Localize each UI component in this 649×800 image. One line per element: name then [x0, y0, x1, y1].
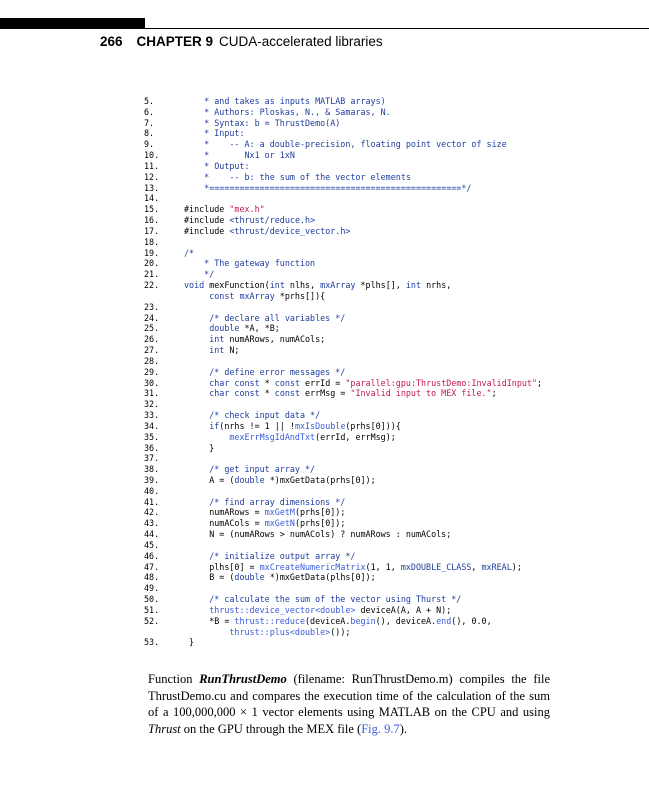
running-header [100, 34, 383, 49]
code-line [144, 161, 542, 172]
line-number: 35. [144, 431, 160, 442]
code-line [144, 627, 542, 638]
code-token: #include [184, 215, 230, 226]
code-listing [144, 96, 542, 648]
body-paragraph [148, 671, 550, 737]
line-number: 9. [144, 139, 155, 150]
code-token: ); [511, 561, 522, 572]
code-line [144, 399, 542, 410]
code-line [144, 215, 542, 226]
code-token: *A, *B; [239, 323, 280, 334]
code-line [144, 616, 542, 627]
line-number: 32. [144, 399, 160, 410]
line-number: 20. [144, 258, 160, 269]
code-token: * Syntax: b = ThrustDemo(A) [184, 117, 341, 128]
code-line [144, 388, 542, 399]
line-number: 41. [144, 496, 160, 507]
code-line [144, 583, 542, 594]
code-token: const [274, 388, 300, 399]
chapter-title: CUDA-accelerated libraries [219, 34, 383, 49]
code-token: * and takes as inputs MATLAB arrays) [184, 96, 386, 106]
code-line [144, 107, 542, 118]
code-line [144, 464, 542, 475]
function-name: RunThrustDemo [199, 672, 287, 686]
code-line [144, 258, 542, 269]
code-token: char const [184, 388, 260, 399]
code-line [144, 150, 542, 161]
code-token: plhs[0] = [184, 561, 260, 572]
code-line [144, 378, 542, 389]
code-token: B = ( [184, 572, 235, 583]
code-token: * [259, 377, 275, 388]
code-token: mxIsDouble [294, 420, 346, 431]
code-token: ; [537, 377, 543, 388]
line-number: 7. [144, 117, 155, 128]
code-token: errMsg = [300, 388, 351, 399]
code-token: mxGetN [264, 518, 295, 529]
code-token: (deviceA. [305, 615, 351, 626]
code-line [144, 302, 542, 313]
line-number: 39. [144, 474, 160, 485]
code-line [144, 96, 542, 107]
code-line [144, 443, 542, 454]
line-number: 52. [144, 615, 160, 626]
line-number: 19. [144, 247, 160, 258]
code-token: mexErrMsgIdAndTxt [184, 431, 316, 442]
line-number: 44. [144, 529, 160, 540]
code-line [144, 497, 542, 508]
line-number: 40. [144, 485, 160, 496]
code-line [144, 475, 542, 486]
line-number: 10. [144, 150, 160, 161]
code-token: } [184, 637, 195, 648]
chapter-label: CHAPTER 9 [136, 34, 214, 49]
line-number: 30. [144, 377, 160, 388]
line-number: 13. [144, 182, 160, 193]
code-line [144, 204, 542, 215]
line-number: 34. [144, 420, 160, 431]
code-token: /* get input array */ [184, 464, 316, 475]
line-number: 31. [144, 388, 160, 399]
code-line [144, 518, 542, 529]
code-token: double [184, 323, 240, 334]
line-number: 16. [144, 215, 160, 226]
code-line [144, 421, 542, 432]
code-token: numARows = [184, 507, 265, 518]
code-token: (1, 1, [365, 561, 401, 572]
code-line [144, 453, 542, 464]
code-token: * Output: [184, 160, 250, 171]
para-text-2: (filename: RunThrustDemo.m) compiles the file ThrustDemo.cu and compares the execution time of the calculation of the sum of a 100,000,000 × 1 vector elements using MATLAB on the CPU and using [148, 672, 551, 719]
code-token: (), 0.0, [451, 615, 492, 626]
code-line [144, 291, 542, 302]
code-line [144, 172, 542, 183]
line-number: 51. [144, 604, 160, 615]
code-token: (prhs[0]); [294, 518, 346, 529]
code-line [144, 637, 542, 648]
code-token: "mex.h" [229, 204, 265, 215]
line-number: 49. [144, 583, 160, 594]
code-line [144, 562, 542, 573]
line-number: 28. [144, 355, 160, 366]
code-line [144, 313, 542, 324]
code-line [144, 226, 542, 237]
code-token: * Authors: Ploskas, N., & Samaras, N. [184, 106, 391, 117]
line-number: 8. [144, 128, 155, 139]
code-token: int [184, 334, 225, 345]
code-token: deviceA(A, A + N); [355, 604, 452, 615]
code-line [144, 269, 542, 280]
code-token: * The gateway function [184, 258, 316, 269]
code-token: numACols = [184, 518, 265, 529]
code-token: char const [184, 377, 260, 388]
code-token: * -- A: a double-precision, floating point vector of size [184, 139, 507, 150]
code-token: #include [184, 225, 230, 236]
code-token: (prhs[0])){ [345, 420, 401, 431]
code-token: numARows, numACols; [224, 334, 326, 345]
para-text-3: on the GPU through the MEX file ( [180, 721, 362, 736]
line-number: 27. [144, 345, 160, 356]
line-number: 53. [144, 637, 160, 648]
code-token: mxGetM [264, 507, 295, 518]
code-line [144, 280, 542, 291]
code-token: "Invalid input to MEX file." [350, 388, 492, 399]
code-token: mxArray [320, 280, 356, 291]
code-token: *B = [184, 615, 235, 626]
header-bar [0, 18, 145, 29]
code-line [144, 139, 542, 150]
code-token: (prhs[0]); [294, 507, 346, 518]
line-number: 24. [144, 312, 160, 323]
code-token: */ [184, 269, 215, 280]
code-token: end [436, 615, 452, 626]
code-token: /* [184, 247, 195, 258]
code-token: *plhs[], [355, 280, 406, 291]
para-text-1: Function [148, 672, 200, 686]
thrust-term: Thrust [148, 721, 181, 736]
line-number: 37. [144, 453, 160, 464]
code-token: if [184, 420, 220, 431]
code-token: ()); [330, 626, 351, 637]
code-token: *==================================================*/ [184, 182, 472, 193]
code-line [144, 237, 542, 248]
code-line [144, 551, 542, 562]
code-token: <thrust/reduce.h> [229, 215, 316, 226]
line-number: 47. [144, 561, 160, 572]
code-line [144, 529, 542, 540]
code-token: /* define error messages */ [184, 366, 346, 377]
line-number: 6. [144, 106, 155, 117]
code-token: * Nx1 or 1xN [184, 150, 295, 161]
code-token: /* calculate the sum of the vector using Thurst */ [184, 594, 462, 605]
code-token: /* initialize output array */ [184, 550, 356, 561]
line-number: 21. [144, 269, 160, 280]
code-line [144, 334, 542, 345]
line-number: 45. [144, 539, 160, 550]
code-token: mxDOUBLE_CLASS [400, 561, 472, 572]
code-token: mxArray [239, 290, 275, 301]
line-number: 5. [144, 96, 155, 106]
code-line [144, 540, 542, 551]
line-number: 17. [144, 225, 160, 236]
code-token: , [471, 561, 482, 572]
code-token: double [234, 474, 265, 485]
code-token: * -- b: the sum of the vector elements [184, 171, 411, 182]
code-line [144, 367, 542, 378]
page-number: 266 [100, 34, 123, 49]
code-line [144, 486, 542, 497]
code-token: } [184, 442, 215, 453]
code-token: /* check input data */ [184, 410, 321, 421]
code-token: (), deviceA. [375, 615, 437, 626]
code-token: errId = [300, 377, 346, 388]
line-number: 46. [144, 550, 160, 561]
code-line [144, 345, 542, 356]
code-line [144, 594, 542, 605]
code-token: thrust::reduce [234, 615, 306, 626]
line-number: 22. [144, 280, 160, 291]
code-line [144, 118, 542, 129]
code-line [144, 605, 542, 616]
code-token: (errId, errMsg); [315, 431, 396, 442]
line-number: 43. [144, 518, 160, 529]
code-token: (nrhs != 1 || ! [219, 420, 295, 431]
line-number: 36. [144, 442, 160, 453]
code-line [144, 507, 542, 518]
line-number: 42. [144, 507, 160, 518]
line-number: 29. [144, 366, 160, 377]
code-line [144, 193, 542, 204]
line-number: 50. [144, 594, 160, 605]
code-token: int [405, 280, 422, 291]
line-number: 48. [144, 572, 160, 583]
code-token: begin [350, 615, 376, 626]
line-number: 38. [144, 464, 160, 475]
code-line [144, 183, 542, 194]
code-token: mxCreateNumericMatrix [259, 561, 366, 572]
line-number: 14. [144, 193, 160, 204]
code-token: const [184, 290, 235, 301]
code-line [144, 323, 542, 334]
code-token: thrust::plus<double> [184, 626, 331, 637]
code-line [144, 410, 542, 421]
code-token: int [269, 280, 285, 291]
code-token: * [259, 388, 275, 399]
code-token: "parallel:gpu:ThrustDemo:InvalidInput" [345, 377, 537, 388]
code-line [144, 248, 542, 259]
code-token: *prhs[]){ [274, 290, 326, 301]
code-token: mxREAL [481, 561, 512, 572]
code-token: mexFunction( [204, 280, 270, 291]
figure-link[interactable]: Fig. 9.7 [361, 721, 400, 736]
code-token: A = ( [184, 474, 235, 485]
code-token: const [274, 377, 300, 388]
code-token: nrhs, [421, 280, 452, 291]
line-number: 33. [144, 410, 160, 421]
line-number: 23. [144, 301, 160, 312]
para-text-4: ). [399, 721, 408, 736]
line-number: 26. [144, 334, 160, 345]
code-line [144, 128, 542, 139]
code-token: void [184, 280, 205, 291]
code-token: ; [491, 388, 497, 399]
line-number: 18. [144, 236, 160, 247]
code-token: nlhs, [284, 280, 321, 291]
code-token: N; [224, 345, 240, 356]
line-number: 12. [144, 171, 160, 182]
code-token: *)mxGetData(prhs[0]); [264, 474, 376, 485]
line-number: 15. [144, 204, 160, 215]
code-token: thrust::device_vector<double> [184, 604, 356, 615]
code-token: #include [184, 204, 230, 215]
line-number: 25. [144, 323, 160, 334]
code-line [144, 572, 542, 583]
code-line [144, 432, 542, 443]
code-token: N = (numARows > numACols) ? numARows : numACols; [184, 529, 452, 540]
line-number: 11. [144, 160, 160, 171]
code-token: * Input: [184, 128, 245, 139]
code-token: <thrust/device_vector.h> [229, 225, 351, 236]
code-token: *)mxGetData(plhs[0]); [264, 572, 376, 583]
code-token: /* find array dimensions */ [184, 496, 346, 507]
code-line [144, 356, 542, 367]
header-rule [145, 28, 649, 29]
code-token: /* declare all variables */ [184, 312, 346, 323]
code-token: double [234, 572, 265, 583]
code-token: int [184, 345, 225, 356]
